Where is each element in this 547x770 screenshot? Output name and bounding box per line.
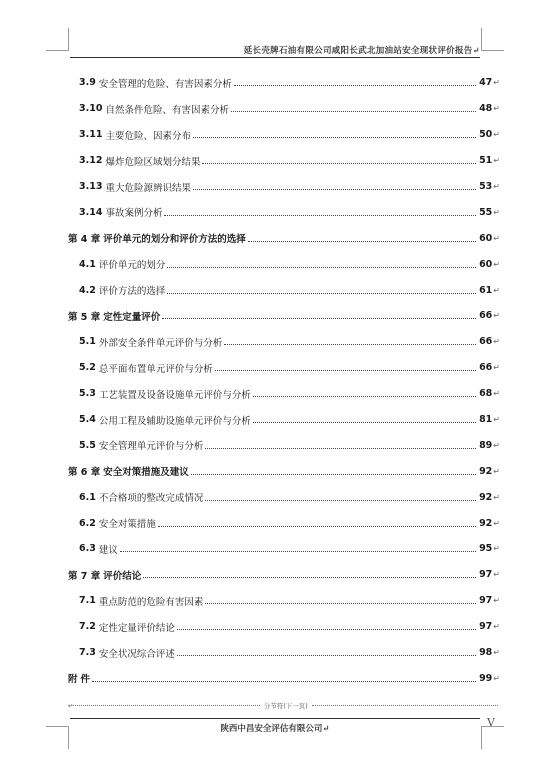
page-header-text: 延长壳牌石油有限公司咸阳长武北加油站安全现状评价报告 [243,46,473,56]
toc-entry-title: 不合格项的整改完成情况 [98,493,204,505]
toc-dot-leader [205,500,476,501]
toc-entry-page: 97 [479,595,493,607]
paragraph-mark-icon: ↵ [493,311,500,321]
toc-entry[interactable] [68,510,500,536]
toc-dot-leader [205,448,476,449]
toc-entry[interactable] [68,70,500,96]
page-number: V [487,716,495,729]
paragraph-mark-icon: ↵ [493,182,500,191]
toc-dot-leader [120,551,476,552]
toc-entry-page: 66 [479,336,493,348]
toc-entry-page: 92 [479,491,493,503]
toc-entry-page: 51 [479,155,493,167]
toc-entry-number: 第 5 章 [68,311,101,323]
toc-entry-page: 53 [479,181,493,192]
toc-entry[interactable] [68,96,500,122]
toc-entry-number: 5.1 [79,336,96,348]
toc-entry[interactable] [68,432,500,458]
toc-entry-title: 重点防范的危险有害因素 [98,596,204,608]
paragraph-mark-icon: ↵ [493,415,500,425]
toc-entry-number: 5.2 [79,362,96,374]
paragraph-mark-icon: ↵ [493,207,500,217]
toc-entry-title: 安全对策措施及建议 [103,467,189,479]
toc-entry[interactable] [68,199,500,225]
page-footer-text: 陕西中昌安全评估有限公司 [220,724,323,734]
header-rule [70,57,480,58]
toc-entry[interactable] [68,562,500,588]
paragraph-mark-icon: ↵ [68,701,74,710]
paragraph-mark-icon: ↵ [493,492,500,502]
toc-entry[interactable] [68,640,500,666]
toc-dot-leader [158,526,476,527]
section-break-line-left [73,705,259,706]
toc-entry-number: 4.1 [79,258,96,270]
paragraph-mark-icon: ↵ [493,259,500,269]
toc-entry-title: 评价单元的划分 [98,260,166,272]
paragraph-mark-icon: ↵ [493,544,500,554]
toc-entry-title: 安全状况综合评述 [98,648,175,660]
paragraph-mark-icon: ↵ [493,518,500,528]
toc-entry[interactable] [68,536,500,562]
toc-entry-title: 定性定量评价结论 [98,622,175,634]
paragraph-mark-icon: ↵ [493,156,500,166]
toc-dot-leader [164,215,476,216]
toc-dot-leader [253,396,476,397]
toc-entry-number: 第 4 章 [68,234,101,246]
section-break [68,701,498,710]
toc-dot-leader [167,267,476,268]
toc-dot-leader [215,370,476,371]
paragraph-mark-icon: ↵ [493,233,500,243]
toc-dot-leader [231,111,476,112]
paragraph-mark-icon: ↵ [493,78,500,88]
toc-entry-title: 事故案例分析 [105,208,163,220]
toc-entry-number: 7.1 [79,595,96,607]
toc-entry[interactable] [68,458,500,484]
toc-entry[interactable] [68,407,500,433]
toc-entry-title: 安全对策措施 [98,519,156,531]
toc-dot-leader [177,655,476,656]
toc-entry-title: 安全管理的危险、有害因素分析 [98,78,232,90]
toc-entry[interactable] [68,355,500,381]
toc-entry-number: 4.2 [79,284,96,296]
toc-entry-page: 95 [479,543,493,555]
crop-mark-bottom-left [46,726,69,749]
paragraph-mark-icon: ↵ [493,570,500,580]
toc-dot-leader [253,422,476,423]
footer-rule [70,718,480,719]
toc-entry-title: 件 [80,674,91,686]
paragraph-mark-icon: ↵ [493,104,500,114]
paragraph-mark-icon: ↵ [322,724,330,734]
toc-dot-leader [162,318,476,319]
toc-entry-page: 60 [479,258,493,270]
toc-entry-number: 附 [68,674,78,686]
crop-mark-top-right [481,28,504,51]
paragraph-mark-icon: ↵ [493,648,500,658]
toc-entry-page: 92 [479,465,493,477]
toc-entry-title: 外部安全条件单元评价与分析 [98,337,223,349]
toc-entry-number: 5.3 [79,388,96,400]
toc-entry[interactable] [68,303,500,329]
toc-entry-page: 92 [479,517,493,529]
toc-entry-page: 98 [479,647,493,659]
toc-entry-number: 3.10 [79,103,103,115]
toc-entry[interactable] [68,225,500,251]
paragraph-mark-icon: ↵ [493,389,500,399]
crop-mark-bottom-right [481,726,504,749]
toc-entry[interactable] [68,381,500,407]
paragraph-mark-icon: ↵ [493,440,500,450]
toc-entry-number: 7.3 [79,647,96,659]
toc-entry-title: 评价结论 [103,570,142,582]
toc-entry[interactable] [68,122,500,148]
toc-entry-page: 97 [479,621,493,633]
toc-entry[interactable] [68,665,500,691]
toc-dot-leader [234,85,476,86]
toc-entry-number: 3.13 [79,181,103,192]
toc-entry-title: 公用工程及辅助设施单元评价与分析 [98,415,251,427]
toc-entry-number: 5.5 [79,439,96,451]
toc-entry-page: 66 [479,310,493,322]
paragraph-mark-icon: ↵ [493,673,500,683]
toc-entry-page: 99 [479,672,493,684]
toc-dot-leader [205,603,476,604]
page-footer [70,722,480,734]
toc-entry-page: 97 [479,569,493,581]
toc-dot-leader [167,293,476,294]
paragraph-mark-icon: ↵ [493,337,500,347]
toc-entry-number: 7.2 [79,621,96,633]
toc-entry-number: 第 6 章 [68,467,101,479]
toc-entry[interactable] [68,148,500,174]
section-break-label: 分节符(下一页) [263,702,308,710]
paragraph-mark-icon: ↵ [493,596,500,606]
toc-entry-number: 3.9 [79,77,96,89]
paragraph-mark-icon: ↵ [493,363,500,373]
toc-entry-number: 3.14 [79,206,103,218]
toc-entry-title: 安全管理单元评价与分析 [98,441,204,453]
toc-dot-leader [193,137,476,138]
section-break-line-right [312,705,498,706]
page-header [70,44,480,56]
toc-dot-leader [248,241,477,242]
toc-entry-title: 建议 [98,544,118,556]
toc-entry-page: 66 [479,362,493,374]
toc-entry-page: 47 [479,77,493,89]
toc-entry[interactable] [68,614,500,640]
toc-dot-leader [191,474,477,475]
toc-entry-page: 50 [479,129,493,141]
toc-entry-title: 自然条件危险、有害因素分析 [105,104,229,116]
toc-entry-number: 3.11 [79,129,103,141]
toc-entry-title: 工艺装置及设备设施单元评价与分析 [98,389,251,401]
toc-entry-number: 6.1 [79,491,96,503]
paragraph-mark-icon: ↵ [472,46,480,56]
toc-entry-page: 89 [479,439,493,451]
toc-entry-number: 5.4 [79,414,96,426]
toc-entry-page: 55 [479,206,493,218]
toc-entry-title: 总平面布置单元评价与分析 [98,363,213,375]
toc-entry-title: 爆炸危险区域划分结果 [105,156,201,168]
toc-dot-leader [92,681,476,682]
toc-entry-page: 48 [479,103,493,115]
paragraph-mark-icon: ↵ [493,466,500,476]
toc-entry-number: 6.3 [79,543,96,555]
toc-entry[interactable] [68,277,500,303]
paragraph-mark-icon: ↵ [493,285,500,295]
toc-entry-title: 定性定量评价 [103,311,161,323]
toc-dot-leader [143,577,476,578]
toc-entry[interactable] [68,329,500,355]
toc-dot-leader [202,163,476,164]
toc-entry-page: 68 [479,388,493,400]
toc-entry[interactable] [68,251,500,277]
crop-mark-top-left [46,28,69,51]
toc-entry[interactable] [68,484,500,510]
toc-entry-title: 评价单元的划分和评价方法的选择 [103,234,246,246]
toc-entry-title: 主要危险、因素分布 [105,130,191,142]
paragraph-mark-icon: ↵ [493,130,500,140]
toc-entry[interactable] [68,588,500,614]
toc-dot-leader [193,189,476,190]
toc-entry-title: 重大危险源辨识结果 [105,182,191,194]
toc-dot-leader [224,344,476,345]
paragraph-mark-icon: ↵ [493,622,500,632]
toc-entry-page: 61 [479,284,493,296]
table-of-contents [68,70,500,691]
toc-entry-number: 6.2 [79,517,96,529]
toc-entry-number: 3.12 [79,155,103,167]
toc-entry-page: 81 [479,414,493,426]
toc-entry-title: 评价方法的选择 [98,286,166,298]
toc-entry[interactable] [68,174,500,200]
toc-dot-leader [177,629,476,630]
toc-entry-page: 60 [479,232,493,244]
toc-entry-number: 第 7 章 [68,570,101,582]
